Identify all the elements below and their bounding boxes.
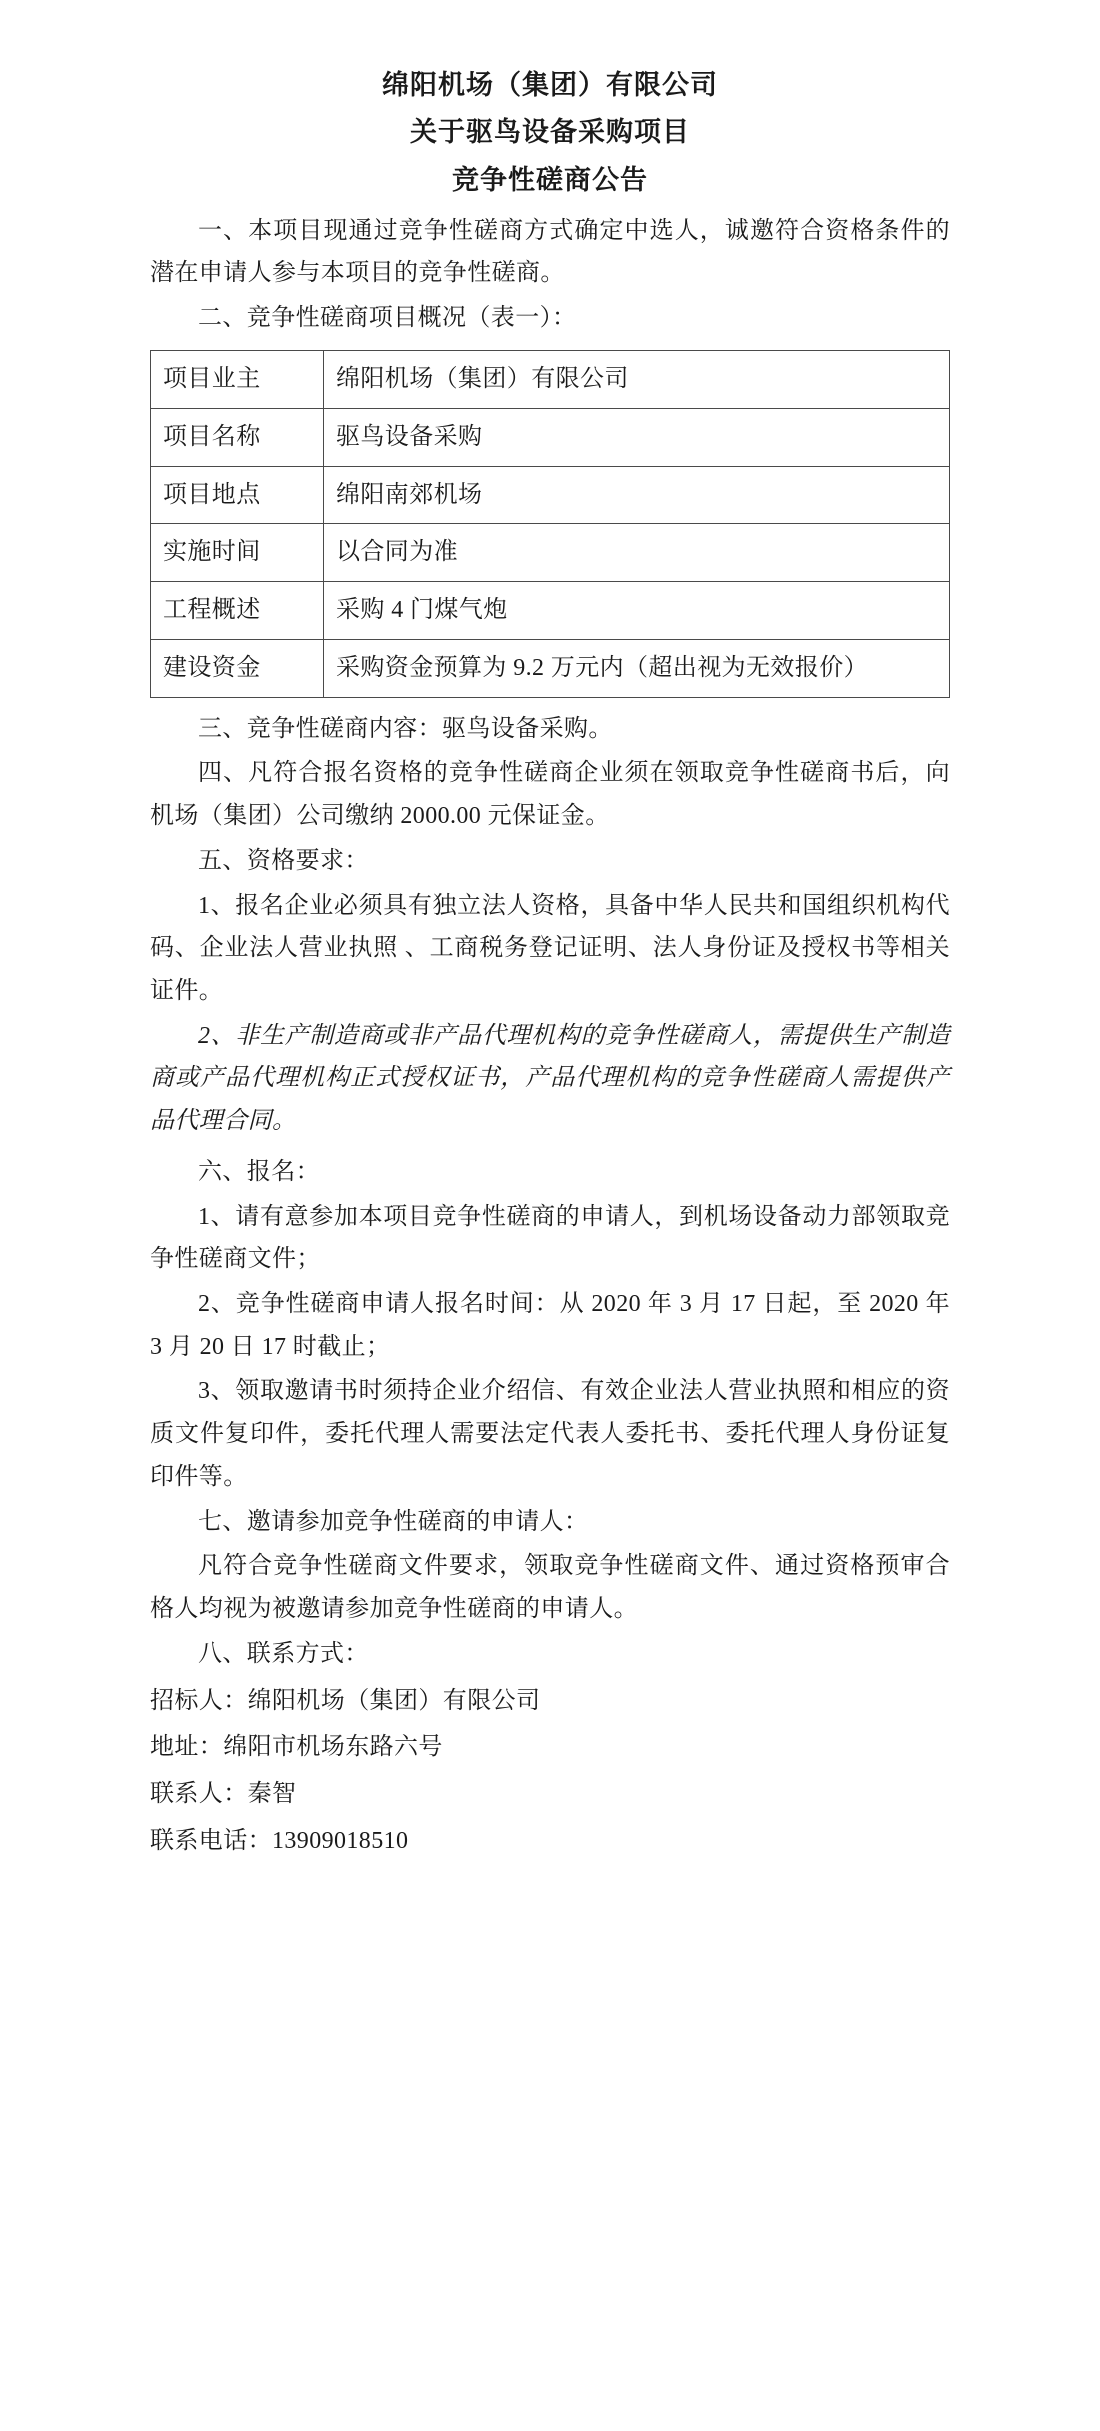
table-cell-key: 工程概述 xyxy=(151,582,324,640)
paragraph-section-2: 二、竞争性磋商项目概况（表一）： xyxy=(198,305,577,332)
table-cell-value: 以合同为准 xyxy=(324,524,950,582)
paragraph-section-6-item-3: 3、领取邀请书时须持企业介绍信、有效企业法人营业执照和相应的资质文件复印件，委托代理人需要法定代表人委托书、委托代理人身份证复印件等。 xyxy=(150,1378,950,1490)
table-cell-value: 采购 4 门煤气炮 xyxy=(324,582,950,640)
paragraph-section-7: 七、邀请参加竞争性磋商的申请人： xyxy=(198,1508,589,1535)
paragraph-section-6: 六、报名： xyxy=(198,1158,320,1185)
title-line-3: 竞争性磋商公告 xyxy=(452,164,648,195)
table-cell-value: 绵阳南郊机场 xyxy=(324,466,950,524)
title-line-1: 绵阳机场（集团）有限公司 xyxy=(382,70,718,100)
table-row xyxy=(151,466,950,524)
contact-block xyxy=(150,1678,950,1865)
project-overview-table xyxy=(150,350,950,698)
paragraph-section-7-body: 凡符合竞争性磋商文件要求，领取竞争性磋商文件、通过资格预审合格人均视为被邀请参加竞争性磋商的申请人。 xyxy=(150,1553,950,1623)
table-cell-key: 项目业主 xyxy=(151,350,324,408)
table-cell-key: 建设资金 xyxy=(151,639,324,697)
contact-address: 地址：绵阳市机场东路六号 xyxy=(150,1734,443,1761)
table-cell-key: 实施时间 xyxy=(151,524,324,582)
table-cell-value: 采购资金预算为 9.2 万元内（超出视为无效报价） xyxy=(324,639,950,697)
paragraph-section-4: 四、凡符合报名资格的竞争性磋商企业须在领取竞争性磋商书后，向机场（集团）公司缴纳 2000.00 元保证金。 xyxy=(150,760,950,830)
table-row xyxy=(151,582,950,640)
paragraph-section-3: 三、竞争性磋商内容：驱鸟设备采购。 xyxy=(198,715,613,742)
document-title xyxy=(150,62,950,204)
title-line-2: 关于驱鸟设备采购项目 xyxy=(410,117,690,148)
table-cell-value: 驱鸟设备采购 xyxy=(324,408,950,466)
paragraph-section-8: 八、联系方式： xyxy=(198,1640,369,1667)
table-cell-key: 项目地点 xyxy=(151,466,324,524)
paragraph-section-5: 五、资格要求： xyxy=(198,847,369,874)
paragraph-section-6-item-2: 2、竞争性磋商申请人报名时间：从 2020 年 3 月 17 日起，至 2020 年 3 月 20 日 17 时截止； xyxy=(150,1291,950,1360)
table-row xyxy=(151,408,950,466)
paragraph-section-1: 一、本项目现通过竞争性磋商方式确定中选人，诚邀符合资格条件的潜在申请人参与本项目的竞争性磋商。 xyxy=(150,217,950,287)
contact-phone: 联系电话：13909018510 xyxy=(150,1827,409,1854)
paragraph-section-5-item-1: 1、报名企业必须具有独立法人资格，具备中华人民共和国组织机构代码、企业法人营业执照 、工商税务登记证明、法人身份证及授权书等相关证件。 xyxy=(150,892,950,1004)
paragraph-section-6-item-1: 1、请有意参加本项目竞争性磋商的申请人，到机场设备动力部领取竞争性磋商文件； xyxy=(150,1203,950,1273)
table-cell-value: 绵阳机场（集团）有限公司 xyxy=(324,350,950,408)
paragraph-section-5-item-2: 2、非生产制造商或非产品代理机构的竞争性磋商人，需提供生产制造商或产品代理机构正式授权证书，产品代理机构的竞争性磋商人需提供产品代理合同。 xyxy=(150,1022,950,1135)
contact-tenderer: 招标人：绵阳机场（集团）有限公司 xyxy=(150,1687,541,1714)
table-row xyxy=(151,350,950,408)
table-row xyxy=(151,524,950,582)
table-cell-key: 项目名称 xyxy=(151,408,324,466)
contact-person: 联系人：秦智 xyxy=(150,1781,297,1808)
table-row xyxy=(151,639,950,697)
